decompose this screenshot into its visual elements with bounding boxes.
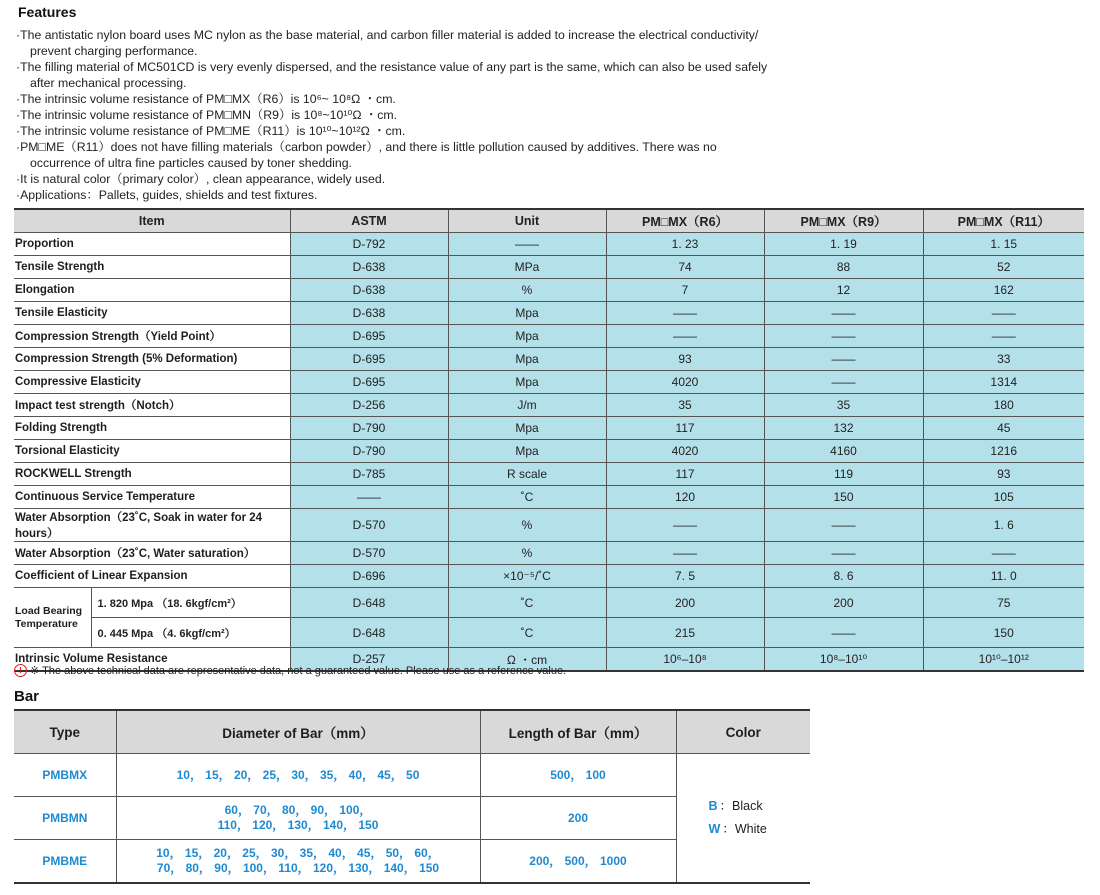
table-row	[14, 486, 1084, 509]
cell-astm: D-695	[290, 325, 448, 348]
bar-table	[14, 709, 810, 884]
bar-type: PMBMX	[14, 754, 116, 797]
load-condition: 0. 445 Mpa （4. 6kgf/cm²）	[91, 618, 290, 648]
bullet: ·	[16, 172, 21, 186]
item-name: Load Bearing Temperature	[14, 588, 91, 648]
item-name: ROCKWELL Strength	[14, 463, 290, 486]
cell-unit: Mpa	[448, 302, 606, 325]
table-row	[14, 463, 1084, 486]
cell-astm: D-257	[290, 648, 448, 672]
bar-diameter	[116, 797, 480, 840]
table-row	[14, 565, 1084, 588]
column-header: Item	[14, 209, 290, 233]
cell-r6: 4020	[606, 440, 764, 463]
cell-r6: ——	[606, 302, 764, 325]
bar-type: PMBME	[14, 840, 116, 884]
cell-unit: Mpa	[448, 371, 606, 394]
bar-length: 200	[480, 797, 676, 840]
color-option	[709, 799, 811, 814]
feature-text: The intrinsic volume resistance of PM□ME（R11）is 10¹⁰~10¹²Ω ・cm.	[20, 124, 406, 138]
bullet: ·	[16, 108, 21, 122]
table-row	[14, 440, 1084, 463]
bar-row	[14, 754, 810, 797]
feature-text: The filling material of MC501CD is very evenly dispersed, and the resistance value of any part is the same, which can also be used safely after mechanical processing.	[20, 60, 768, 90]
table-row	[14, 325, 1084, 348]
item-name: Compression Strength（Yield Point）	[14, 325, 290, 348]
cell-unit: ˚C	[448, 588, 606, 618]
item-name: Continuous Service Temperature	[14, 486, 290, 509]
cell-unit: %	[448, 542, 606, 565]
cell-r9: 12	[764, 279, 923, 302]
cell-unit: %	[448, 279, 606, 302]
cell-r11: 33	[923, 348, 1084, 371]
table-row	[14, 348, 1084, 371]
cell-r9: ——	[764, 325, 923, 348]
feature-item	[16, 171, 776, 187]
table-row	[14, 279, 1084, 302]
bar-length: 200， 500， 1000	[480, 840, 676, 884]
item-name: Tensile Elasticity	[14, 302, 290, 325]
cell-unit: Mpa	[448, 325, 606, 348]
cell-r11: 45	[923, 417, 1084, 440]
cell-r9: 119	[764, 463, 923, 486]
feature-item	[16, 139, 776, 171]
item-name: Tensile Strength	[14, 256, 290, 279]
cell-r11: ——	[923, 325, 1084, 348]
color-option	[709, 822, 811, 837]
cell-r6: ——	[606, 542, 764, 565]
diameter-line: 110， 120， 130， 140， 150	[217, 818, 379, 832]
bullet: ·	[16, 124, 21, 138]
cell-r9: 8. 6	[764, 565, 923, 588]
cell-unit: Mpa	[448, 417, 606, 440]
cell-r9: 150	[764, 486, 923, 509]
feature-text: PM□ME（R11）does not have filling materials（carbon powder）, and there is little pollution caused by additives. There was no occurrence of ultra fine particles caused by toner shedding.	[20, 140, 717, 170]
cell-unit: MPa	[448, 256, 606, 279]
bar-column-header: Diameter of Bar（mm）	[116, 710, 480, 754]
bar-length: 500， 100	[480, 754, 676, 797]
cell-astm: D-785	[290, 463, 448, 486]
cell-r11: ——	[923, 302, 1084, 325]
table-row	[14, 233, 1084, 256]
item-name: Elongation	[14, 279, 290, 302]
column-header: ASTM	[290, 209, 448, 233]
feature-text: The antistatic nylon board uses MC nylon as the base material, and carbon filler material is added to increase the electrical conductivity/ prevent charging performance.	[20, 28, 759, 58]
cell-astm: D-790	[290, 417, 448, 440]
feature-text: Applications：Pallets, guides, shields and test fixtures.	[20, 188, 318, 202]
cell-r6: 7	[606, 279, 764, 302]
diameter-line: 10， 15， 20， 25， 30， 35， 40， 45， 50	[176, 767, 420, 782]
color-key: B	[708, 799, 718, 813]
cell-r6: 7. 5	[606, 565, 764, 588]
properties-table	[14, 208, 1084, 672]
cell-r9: 4160	[764, 440, 923, 463]
cell-unit: Ω ・cm	[448, 648, 606, 672]
features-title: Features	[18, 4, 77, 20]
cell-r11: 1. 6	[923, 509, 1084, 542]
cell-r11: 180	[923, 394, 1084, 417]
bar-colors	[676, 754, 810, 884]
item-name: Proportion	[14, 233, 290, 256]
bar-type: PMBMN	[14, 797, 116, 840]
item-name: Water Absorption（23˚C, Water saturation）	[14, 542, 290, 565]
column-header: PM□MX（R11）	[923, 209, 1084, 233]
bar-diameter	[116, 840, 480, 884]
bar-column-header: Color	[676, 710, 810, 754]
features-list	[16, 27, 776, 203]
cell-astm: D-256	[290, 394, 448, 417]
cell-r6: ——	[606, 509, 764, 542]
diameter-line: 10， 15， 20， 25， 30， 35， 40， 45， 50， 60，	[156, 846, 440, 860]
cell-r9: ——	[764, 542, 923, 565]
table-row	[14, 394, 1084, 417]
cell-r11: 1314	[923, 371, 1084, 394]
color-sep: ：	[722, 822, 735, 836]
cell-r9: ——	[764, 618, 923, 648]
column-header: Unit	[448, 209, 606, 233]
cell-astm: ——	[290, 486, 448, 509]
table-row	[14, 417, 1084, 440]
diameter-line: 70， 80， 90， 100， 110， 120， 130， 140， 150	[156, 861, 440, 875]
cell-r11: 93	[923, 463, 1084, 486]
cell-r6: 4020	[606, 371, 764, 394]
cell-r6: 10⁶–10⁸	[606, 648, 764, 672]
disclaimer-note	[14, 664, 566, 677]
cell-unit: R scale	[448, 463, 606, 486]
cell-r9: ——	[764, 302, 923, 325]
bar-diameter	[116, 754, 480, 797]
table-row	[14, 371, 1084, 394]
cell-r6: ——	[606, 325, 764, 348]
cell-r11: 1. 15	[923, 233, 1084, 256]
item-name: Intrinsic Volume Resistance	[14, 648, 290, 672]
cell-astm: D-570	[290, 542, 448, 565]
cell-r9: 35	[764, 394, 923, 417]
cell-unit: ×10⁻⁵/˚C	[448, 565, 606, 588]
feature-item	[16, 107, 776, 123]
feature-item	[16, 59, 776, 91]
bullet: ·	[16, 140, 21, 154]
cell-r11: 11. 0	[923, 565, 1084, 588]
bar-section-title: Bar	[14, 688, 40, 705]
color-key: W	[708, 822, 721, 836]
bar-column-header: Length of Bar（mm）	[480, 710, 676, 754]
feature-item	[16, 123, 776, 139]
color-name: Black	[732, 799, 763, 813]
cell-r9: ——	[764, 509, 923, 542]
cell-r11: ——	[923, 542, 1084, 565]
cell-r11: 162	[923, 279, 1084, 302]
cell-r6: 120	[606, 486, 764, 509]
color-sep: ：	[719, 799, 733, 813]
column-header: PM□MX（R6）	[606, 209, 764, 233]
feature-item	[16, 187, 776, 203]
cell-r6: 1. 23	[606, 233, 764, 256]
bar-column-header: Type	[14, 710, 116, 754]
cell-r9: 1. 19	[764, 233, 923, 256]
diameter-line: 60， 70， 80， 90， 100，	[224, 803, 372, 817]
cell-astm: D-570	[290, 509, 448, 542]
bullet: ·	[16, 60, 21, 74]
cell-astm: D-648	[290, 618, 448, 648]
table-row	[14, 618, 1084, 648]
cell-r6: 74	[606, 256, 764, 279]
item-name: Torsional Elasticity	[14, 440, 290, 463]
bullet: ·	[16, 92, 21, 106]
cell-astm: D-638	[290, 256, 448, 279]
feature-item	[16, 27, 776, 59]
cell-astm: D-695	[290, 348, 448, 371]
cell-unit: ˚C	[448, 618, 606, 648]
cell-astm: D-648	[290, 588, 448, 618]
cell-unit: Mpa	[448, 348, 606, 371]
cell-r11: 52	[923, 256, 1084, 279]
feature-text: The intrinsic volume resistance of PM□MX（R6）is 10⁶~ 10⁸Ω ・cm.	[20, 92, 396, 106]
cell-unit: ——	[448, 233, 606, 256]
cell-unit: ˚C	[448, 486, 606, 509]
cell-r6: 35	[606, 394, 764, 417]
cell-r11: 105	[923, 486, 1084, 509]
cell-r6: 200	[606, 588, 764, 618]
cell-r11: 75	[923, 588, 1084, 618]
cell-r9: ——	[764, 371, 923, 394]
cell-astm: D-790	[290, 440, 448, 463]
feature-item	[16, 91, 776, 107]
cell-unit: J/m	[448, 394, 606, 417]
cell-r11: 1216	[923, 440, 1084, 463]
table-row	[14, 509, 1084, 542]
cell-r9: 10⁸–10¹⁰	[764, 648, 923, 672]
table-row	[14, 588, 1084, 618]
cell-r6: 117	[606, 463, 764, 486]
feature-text: It is natural color（primary color）, clean appearance, widely used.	[20, 172, 386, 186]
cell-astm: D-792	[290, 233, 448, 256]
color-name: White	[734, 822, 767, 836]
cell-astm: D-638	[290, 279, 448, 302]
item-name: Compression Strength (5% Deformation)	[14, 348, 290, 371]
cell-unit: %	[448, 509, 606, 542]
warning-icon: !	[14, 664, 27, 677]
item-name: Impact test strength（Notch）	[14, 394, 290, 417]
item-name: Folding Strength	[14, 417, 290, 440]
item-name: Compressive Elasticity	[14, 371, 290, 394]
cell-r6: 117	[606, 417, 764, 440]
table-row	[14, 256, 1084, 279]
cell-r9: 132	[764, 417, 923, 440]
cell-astm: D-695	[290, 371, 448, 394]
cell-r9: ——	[764, 348, 923, 371]
table-row	[14, 542, 1084, 565]
cell-r9: 200	[764, 588, 923, 618]
cell-r6: 215	[606, 618, 764, 648]
bullet: ·	[16, 188, 21, 202]
cell-astm: D-696	[290, 565, 448, 588]
item-name: Water Absorption（23˚C, Soak in water for 24 hours）	[14, 509, 290, 542]
cell-r6: 93	[606, 348, 764, 371]
cell-astm: D-638	[290, 302, 448, 325]
cell-r9: 88	[764, 256, 923, 279]
column-header: PM□MX（R9）	[764, 209, 923, 233]
disclaimer-text: ※ The above technical data are representative data, not a guaranteed value. Please use as a reference value.	[30, 665, 567, 677]
load-condition: 1. 820 Mpa （18. 6kgf/cm²）	[91, 588, 290, 618]
item-name: Coefficient of Linear Expansion	[14, 565, 290, 588]
feature-text: The intrinsic volume resistance of PM□MN（R9）is 10⁸~10¹⁰Ω ・cm.	[20, 108, 398, 122]
table-row	[14, 302, 1084, 325]
cell-r11: 150	[923, 618, 1084, 648]
cell-r11: 10¹⁰–10¹²	[923, 648, 1084, 672]
cell-unit: Mpa	[448, 440, 606, 463]
bullet: ·	[16, 28, 21, 42]
